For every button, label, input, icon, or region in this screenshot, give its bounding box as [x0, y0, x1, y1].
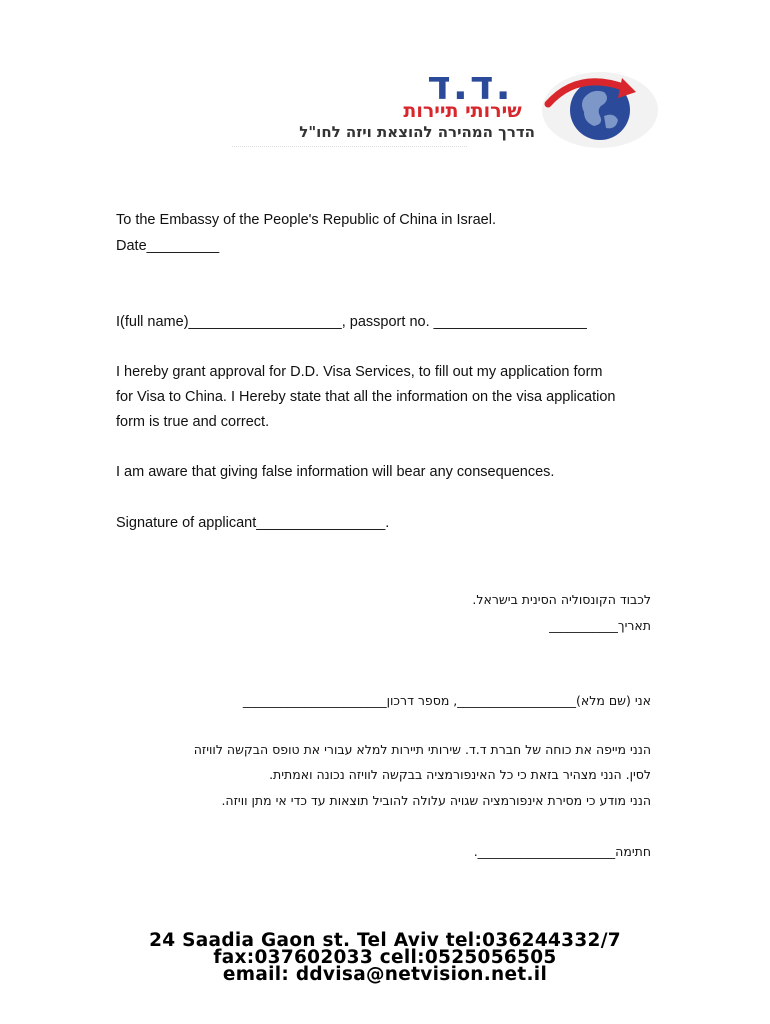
hebrew-recipient: לכבוד הקונסוליה הסינית בישראל.: [472, 592, 651, 607]
globe-arrow-icon: [536, 68, 660, 152]
logo-divider: [232, 146, 467, 147]
english-recipient: To the Embassy of the People's Republic of China in Israel.: [116, 212, 496, 228]
english-approval-line-1: I hereby grant approval for D.D. Visa Services, to fill out my application form: [116, 364, 603, 380]
logo-tagline: שירותי תיירות: [403, 100, 522, 122]
footer-email: email: ddvisa@netvision.net.il: [222, 964, 548, 985]
english-identity-field: I(full name)___________________, passport no. ___________________: [116, 314, 587, 330]
hebrew-date-field: תאריך___________: [549, 618, 651, 633]
hebrew-identity-field: אני (שם מלא)___________________, מספר דרכון_______________________: [242, 693, 651, 708]
footer-contact: [0, 932, 770, 983]
english-awareness: I am aware that giving false information will bear any consequences.: [116, 464, 555, 480]
logo-letters: ד.ד.: [427, 63, 513, 109]
footer-address: 24 Saadia Gaon st. Tel Aviv tel:036244332/7: [149, 930, 621, 951]
logo-subline: הדרך המהירה להוצאת ויזה לחו"ל: [299, 123, 535, 141]
english-signature-field: Signature of applicant________________.: [116, 515, 390, 531]
english-approval-line-3: form is true and correct.: [116, 414, 270, 430]
hebrew-awareness: הנני מודע כי מסירת אינפורמציה שגויה עלולה להוביל תוצאות עד כדי אי מתן וויזה.: [221, 793, 651, 808]
hebrew-approval-line-2: לסין. הנני מצהיר בזאת כי כל האינפורמציה בבקשה לוויזה נכונה ואמתית.: [269, 767, 651, 782]
hebrew-approval-line-1: הנני מייפה את כוחה של חברת ד.ד. שירותי תיירות למלא עבורי את טופס הבקשה לוויזה: [193, 742, 651, 757]
english-approval-line-2: for Visa to China. I Hereby state that all the information on the visa application: [116, 389, 616, 405]
hebrew-signature-field: חתימה______________________.: [473, 844, 651, 859]
english-date-field: Date_________: [116, 238, 220, 254]
footer-fax-cell: fax:037602033 cell:0525056505: [213, 947, 557, 968]
company-logo: [190, 62, 660, 152]
